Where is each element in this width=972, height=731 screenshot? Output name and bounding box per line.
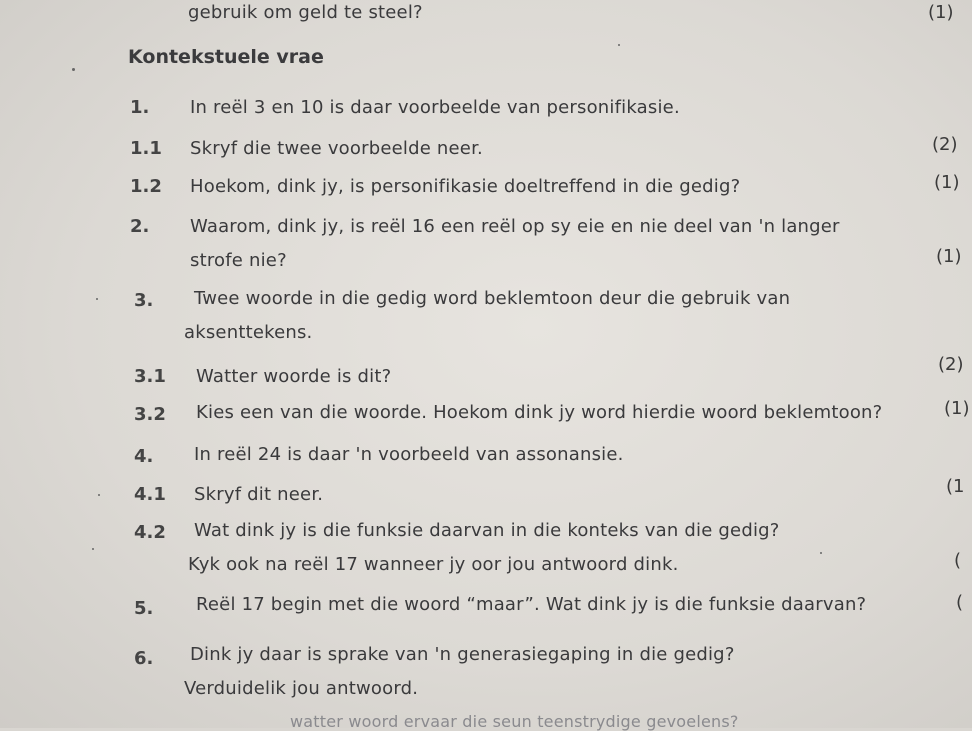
question-mark: (1) (936, 246, 962, 267)
question-text: Skryf dit neer. (194, 484, 324, 505)
question-number: 2. (130, 216, 150, 237)
question-number: 3.1 (134, 366, 166, 387)
question-mark: (1) (934, 172, 960, 193)
question-text: Kies een van die woorde. Hoekom dink jy word hierdie woord beklemtoon? (196, 402, 883, 423)
question-text: In reël 3 en 10 is daar voorbeelde van personifikasie. (190, 97, 680, 118)
paper-speck (820, 552, 822, 554)
question-number: 4.1 (134, 484, 166, 505)
paper-speck (96, 298, 98, 300)
question-number: 3. (134, 290, 154, 311)
top-question-text: gebruik om geld te steel? (188, 2, 423, 23)
question-mark: ( (954, 550, 962, 571)
question-number: 3.2 (134, 404, 166, 425)
question-number: 1.2 (130, 176, 162, 197)
question-text-continued: strofe nie? (190, 250, 287, 271)
paper-speck (98, 494, 100, 496)
question-text: In reël 24 is daar 'n voorbeeld van assonansie. (194, 444, 624, 465)
question-number: 4.2 (134, 522, 166, 543)
top-question-mark: (1) (928, 2, 954, 23)
question-text: Skryf die twee voorbeelde neer. (190, 138, 483, 159)
question-mark: (1) (944, 398, 970, 419)
section-heading: Kontekstuele vrae (128, 46, 324, 68)
question-mark: ( (956, 592, 964, 613)
question-text: Reël 17 begin met die woord “maar”. Wat dink jy is die funksie daarvan? (196, 594, 867, 615)
question-number: 5. (134, 598, 154, 619)
question-text-continued: Kyk ook na reël 17 wanneer jy oor jou antwoord dink. (188, 554, 679, 575)
question-text-continued: Verduidelik jou antwoord. (184, 678, 419, 699)
question-text-continued: aksenttekens. (184, 322, 313, 343)
question-text: Twee woorde in die gedig word beklemtoon deur die gebruik van (194, 288, 791, 309)
paper-speck (618, 44, 620, 46)
question-text: Hoekom, dink jy, is personifikasie doeltreffend in die gedig? (190, 176, 741, 197)
bottom-partial-text: watter woord ervaar die seun teenstrydige gevoelens? (290, 712, 739, 731)
question-text: Wat dink jy is die funksie daarvan in die konteks van die gedig? (194, 520, 780, 541)
question-text: Waarom, dink jy, is reël 16 een reël op sy eie en nie deel van 'n langer (190, 216, 840, 237)
paper-speck (92, 548, 94, 550)
question-text: Watter woorde is dit? (196, 366, 392, 387)
question-number: 1. (130, 97, 150, 118)
question-number: 1.1 (130, 138, 162, 159)
question-mark: (1 (946, 476, 965, 497)
question-number: 4. (134, 446, 154, 467)
question-number: 6. (134, 648, 154, 669)
question-text: Dink jy daar is sprake van 'n generasiegaping in die gedig? (190, 644, 735, 665)
question-mark: (2) (932, 134, 958, 155)
question-mark: (2) (938, 354, 964, 375)
paper-speck (72, 68, 75, 71)
